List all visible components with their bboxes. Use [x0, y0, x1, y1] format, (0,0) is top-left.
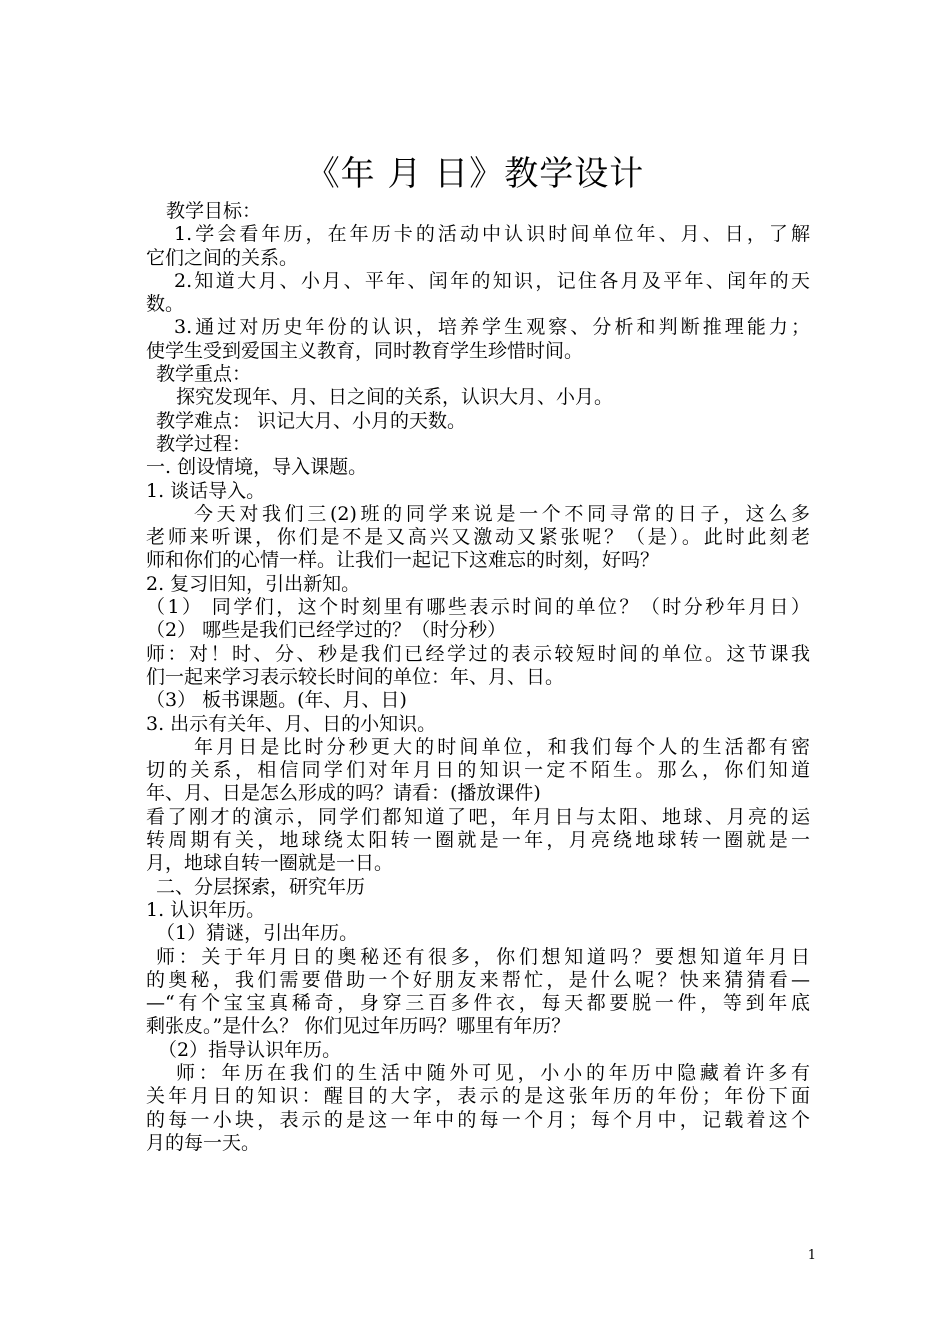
- text-line: 3.通过对历史年份的认识，培养学生观察、分析和判断推理能力；: [174, 316, 810, 339]
- text-line: 师和你们的心情一样。让我们一起记下这难忘的时刻，好吗？: [146, 549, 660, 572]
- text-line: 1. 谈话导入。: [146, 479, 266, 502]
- text-line: 剩张皮。”是什么？ 你们见过年历吗？哪里有年历？: [146, 1015, 571, 1038]
- text-line: 老师来听课，你们是不是又高兴又激动又紧张呢？（是）。此时此刻老: [146, 526, 810, 549]
- text-line: 年月日是比时分秒更大的时间单位，和我们每个人的生活都有密: [194, 735, 810, 758]
- text-line: 教学目标：: [166, 200, 262, 222]
- text-line: 2.知道大月、小月、平年、闰年的知识，记住各月及平年、闰年的天: [174, 269, 810, 292]
- text-line: （2） 哪些是我们已经学过的？（时分秒）: [146, 619, 507, 642]
- text-line: 教学过程：: [156, 432, 252, 455]
- text-line: 3. 出示有关年、月、日的小知识。: [146, 712, 437, 735]
- page-number: 1: [807, 1248, 816, 1263]
- document-body: [146, 200, 810, 1155]
- text-line: 关年月日的知识：醒目的大字，表示的是这张年历的年份；年份下面: [146, 1085, 810, 1108]
- text-line: 师：关于年月日的奥秘还有很多，你们想知道吗？要想知道年月日: [156, 945, 810, 968]
- text-line: （2）指导认识年历。: [158, 1038, 342, 1061]
- text-line: （1） 同学们，这个时刻里有哪些表示时间的单位？（时分秒年月日）: [146, 596, 810, 619]
- text-line: 它们之间的关系。: [146, 246, 299, 269]
- text-line: 师：年历在我们的生活中随外可见，小小的年历中隐藏着许多有: [176, 1061, 810, 1084]
- text-line: 们一起来学习表示较长时间的单位：年、月、日。: [146, 665, 565, 688]
- document-title: 《年 月 日》教学设计: [305, 154, 645, 194]
- text-line: 二、分层探索，研究年历: [156, 875, 366, 898]
- text-line: 使学生受到爱国主义教育，同时教育学生珍惜时间。: [146, 339, 584, 362]
- text-line: 师：对！时、分、秒是我们已经学过的表示较短时间的单位。这节课我: [146, 642, 810, 665]
- text-line: （1）猜谜，引出年历。: [156, 922, 359, 945]
- text-line: 看了刚才的演示，同学们都知道了吧，年月日与太阳、地球、月亮的运: [146, 805, 810, 828]
- text-line: —“有个宝宝真稀奇，身穿三百多件衣，每天都要脱一件，等到年底: [146, 992, 810, 1015]
- text-line: 的奥秘，我们需要借助一个好朋友来帮忙，是什么呢？快来猜猜看—: [146, 968, 810, 991]
- text-line: 1. 认识年历。: [146, 898, 266, 921]
- text-line: 数。: [146, 293, 185, 316]
- text-line: 今天对我们三(2)班的同学来说是一个不同寻常的日子，这么多: [194, 502, 810, 525]
- text-line: 教学难点： 识记大月、小月的天数。: [156, 409, 467, 432]
- text-line: 探究发现年、月、日之间的关系，认识大月、小月。: [176, 386, 614, 409]
- text-line: （3） 板书课题。(年、月、日): [146, 689, 407, 712]
- text-line: 年、月、日是怎么形成的吗？请看：(播放课件): [146, 782, 541, 805]
- text-line: 一. 创设情境，导入课题。: [146, 456, 368, 479]
- text-line: 月，地球自转一圈就是一日。: [146, 852, 394, 875]
- text-line: 转周期有关，地球绕太阳转一圈就是一年，月亮绕地球转一圈就是一: [146, 829, 810, 852]
- text-line: 教学重点：: [156, 363, 252, 386]
- text-line: 月的每一天。: [146, 1131, 261, 1154]
- text-line: 的每一小块，表示的是这一年中的每一个月；每个月中，记载着这个: [146, 1108, 810, 1131]
- text-line: 2. 复习旧知，引出新知。: [146, 572, 361, 595]
- text-line: 1.学会看年历，在年历卡的活动中认识时间单位年、月、日，了解: [174, 223, 810, 246]
- text-line: 切的关系，相信同学们对年月日的知识一定不陌生。那么，你们知道: [146, 759, 810, 782]
